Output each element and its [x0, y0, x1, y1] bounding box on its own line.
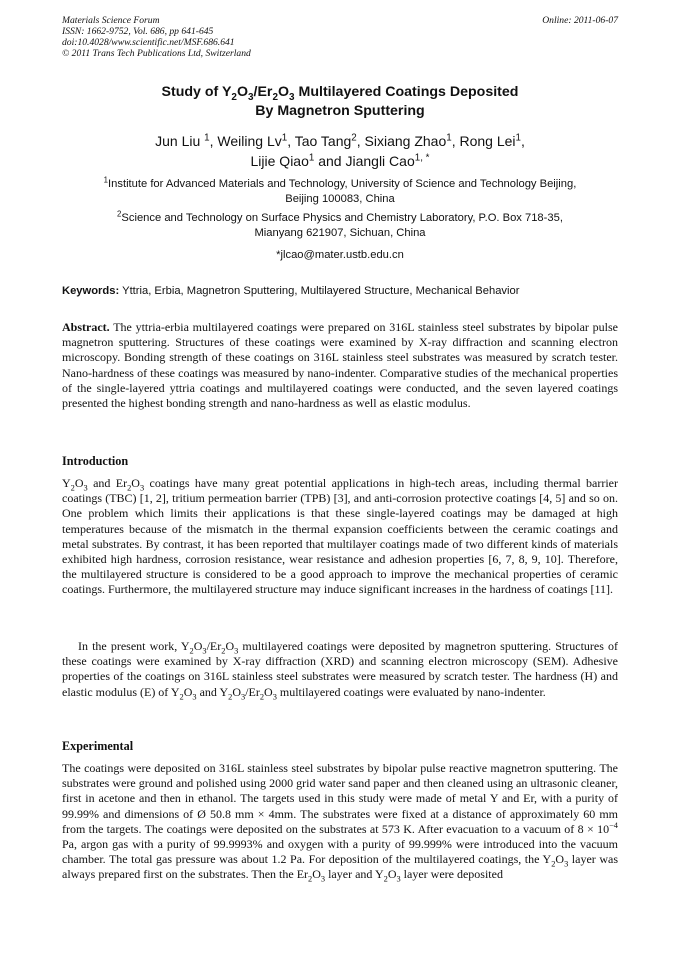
- author-list: [62, 131, 618, 171]
- introduction-paragraph-2: In the present work, $Y_2O_3/Er_2O_3$ multilayered coatings were deposited by magnetron sputtering. Structures of these coatings were examined by X-ray diffraction (XRD) and scanning electron microscopy (SEM). Adhesive properties of the coatings on 316L stainless steel substrates were measured by scratch tester. The hardness (H) and elastic modulus (E) of $Y_2O_3$ and $Y_2O_3/Er_2O_3$ multilayered coatings were evaluated by nano-indenter.: [62, 639, 618, 701]
- abstract-text: The yttria-erbia multilayered coatings were prepared on 316L stainless steel substrates by bipolar pulse magnetron sputtering. Structures of these coatings were examined by X-ray diffraction and scanning electron microscopy. Bonding strength of these coatings on 316L stainless steel substrates was measured by scratch tester. Nano-hardness of these coatings was measured by nano-indenter. Comparative studies of the mechanical properties of the single-layered yttria coatings and multilayered coatings were conducted, and the seven layered coatings presented the highest bonding strength and nano-hardness as well as elastic modulus.: [62, 320, 618, 411]
- paper-title: [62, 83, 618, 121]
- journal-header: [62, 15, 618, 59]
- abstract: [62, 320, 618, 411]
- issn-line: ISSN: 1662-9752, Vol. 686, pp 641-645: [62, 26, 214, 37]
- online-date: Online: 2011-06-07: [542, 15, 618, 26]
- title-line-1: Study of $Y_2O_3/Er_2O_3$ Multilayered Coatings Deposited: [161, 84, 519, 103]
- introduction-heading: Introduction: [62, 454, 129, 468]
- keywords-label: Keywords:: [62, 285, 120, 297]
- keywords-text: Yttria, Erbia, Magnetron Sputtering, Multilayered Structure, Mechanical Behavior: [119, 285, 520, 297]
- journal-name: Materials Science Forum: [62, 15, 160, 26]
- experimental-heading: Experimental: [62, 739, 134, 753]
- abstract-label: Abstract.: [62, 320, 110, 334]
- affiliation-2: $^2$Science and Technology on Surface Physics and Chemistry Laboratory, P.O. Box 718-35, Mianyang 621907, Sichuan, China: [117, 209, 563, 239]
- authors-line-1: Jun Liu $^1$, Weiling Lv$^1$, Tao Tang$^2$, Sixiang Zhao$^1$, Rong Lei$^1$,: [155, 132, 525, 149]
- experimental-paragraph-1: The coatings were deposited on 316L stainless steel substrates by bipolar pulse reactive magnetron sputtering. The substrates were ground and polished using 2000 grid water sand paper and then cleaned using an ultrasonic cleaner, first in acetone and then in ethanol. The targets used in this study were made of metal Y and Er, with a purity of 99.99% and dimensions of Ø 50.8 mm × 4mm. The substrates were fixed at a distance of approximately 60 mm from the targets. The coatings were deposited on the substrates at 573 K. After evacuation to a vacuum of $8 \times 10^{-4}$ Pa, argon gas with a purity of 99.9993% and oxygen with a purity of 99.999% were introduced into the vacuum chamber. The total gas pressure was about 1.2 Pa. For deposition of the multilayered coatings, the $Y_2O_3$ layer was always prepared first on the substrates. Then the $Er_2O_3$ layer and $Y_2O_3$ layer were deposited: [62, 761, 618, 884]
- corresponding-email[interactable]: *jlcao@mater.ustb.edu.cn: [276, 249, 404, 261]
- copyright-line: © 2011 Trans Tech Publications Ltd, Switzerland: [62, 48, 251, 59]
- authors-line-2: Lijie Qiao$^1$ and Jiangli Cao$^{1, *}$: [250, 152, 430, 169]
- keywords: [62, 284, 618, 298]
- title-line-2: By Magnetron Sputtering: [255, 103, 425, 119]
- affiliation-1: $^1$Institute for Advanced Materials and Technology, University of Science and Technology Beijing, Beijing 100083, China: [103, 175, 577, 205]
- doi-line: doi:10.4028/www.scientific.net/MSF.686.641: [62, 37, 235, 48]
- introduction-paragraph-1: $Y_2O_3$ and $Er_2O_3$ coatings have many great potential applications in high-tech areas, including thermal barrier coatings (TBC) [1, 2], tritium permeation barrier (TPB) [3], and anti-corrosion protective coatings [4, 5] and so on. One problem which limits their applications is that these single-layered coatings may be damaged at high temperatures because of the mismatch in the thermal expansion coefficients between the ceramic coatings and metal substrates. By contrast, it has been reported that multilayer coatings made of two different kinds of materials exhibited high hardness, corrosion resistance, wear resistance and adhesion properties [6, 7, 8, 9, 10]. Therefore, the multilayered structure is considered to be a good approach to improve the mechanical properties of ceramic coatings. Furthermore, the multilayered structure may induce significant increases in the hardness of coatings [11].: [62, 476, 619, 597]
